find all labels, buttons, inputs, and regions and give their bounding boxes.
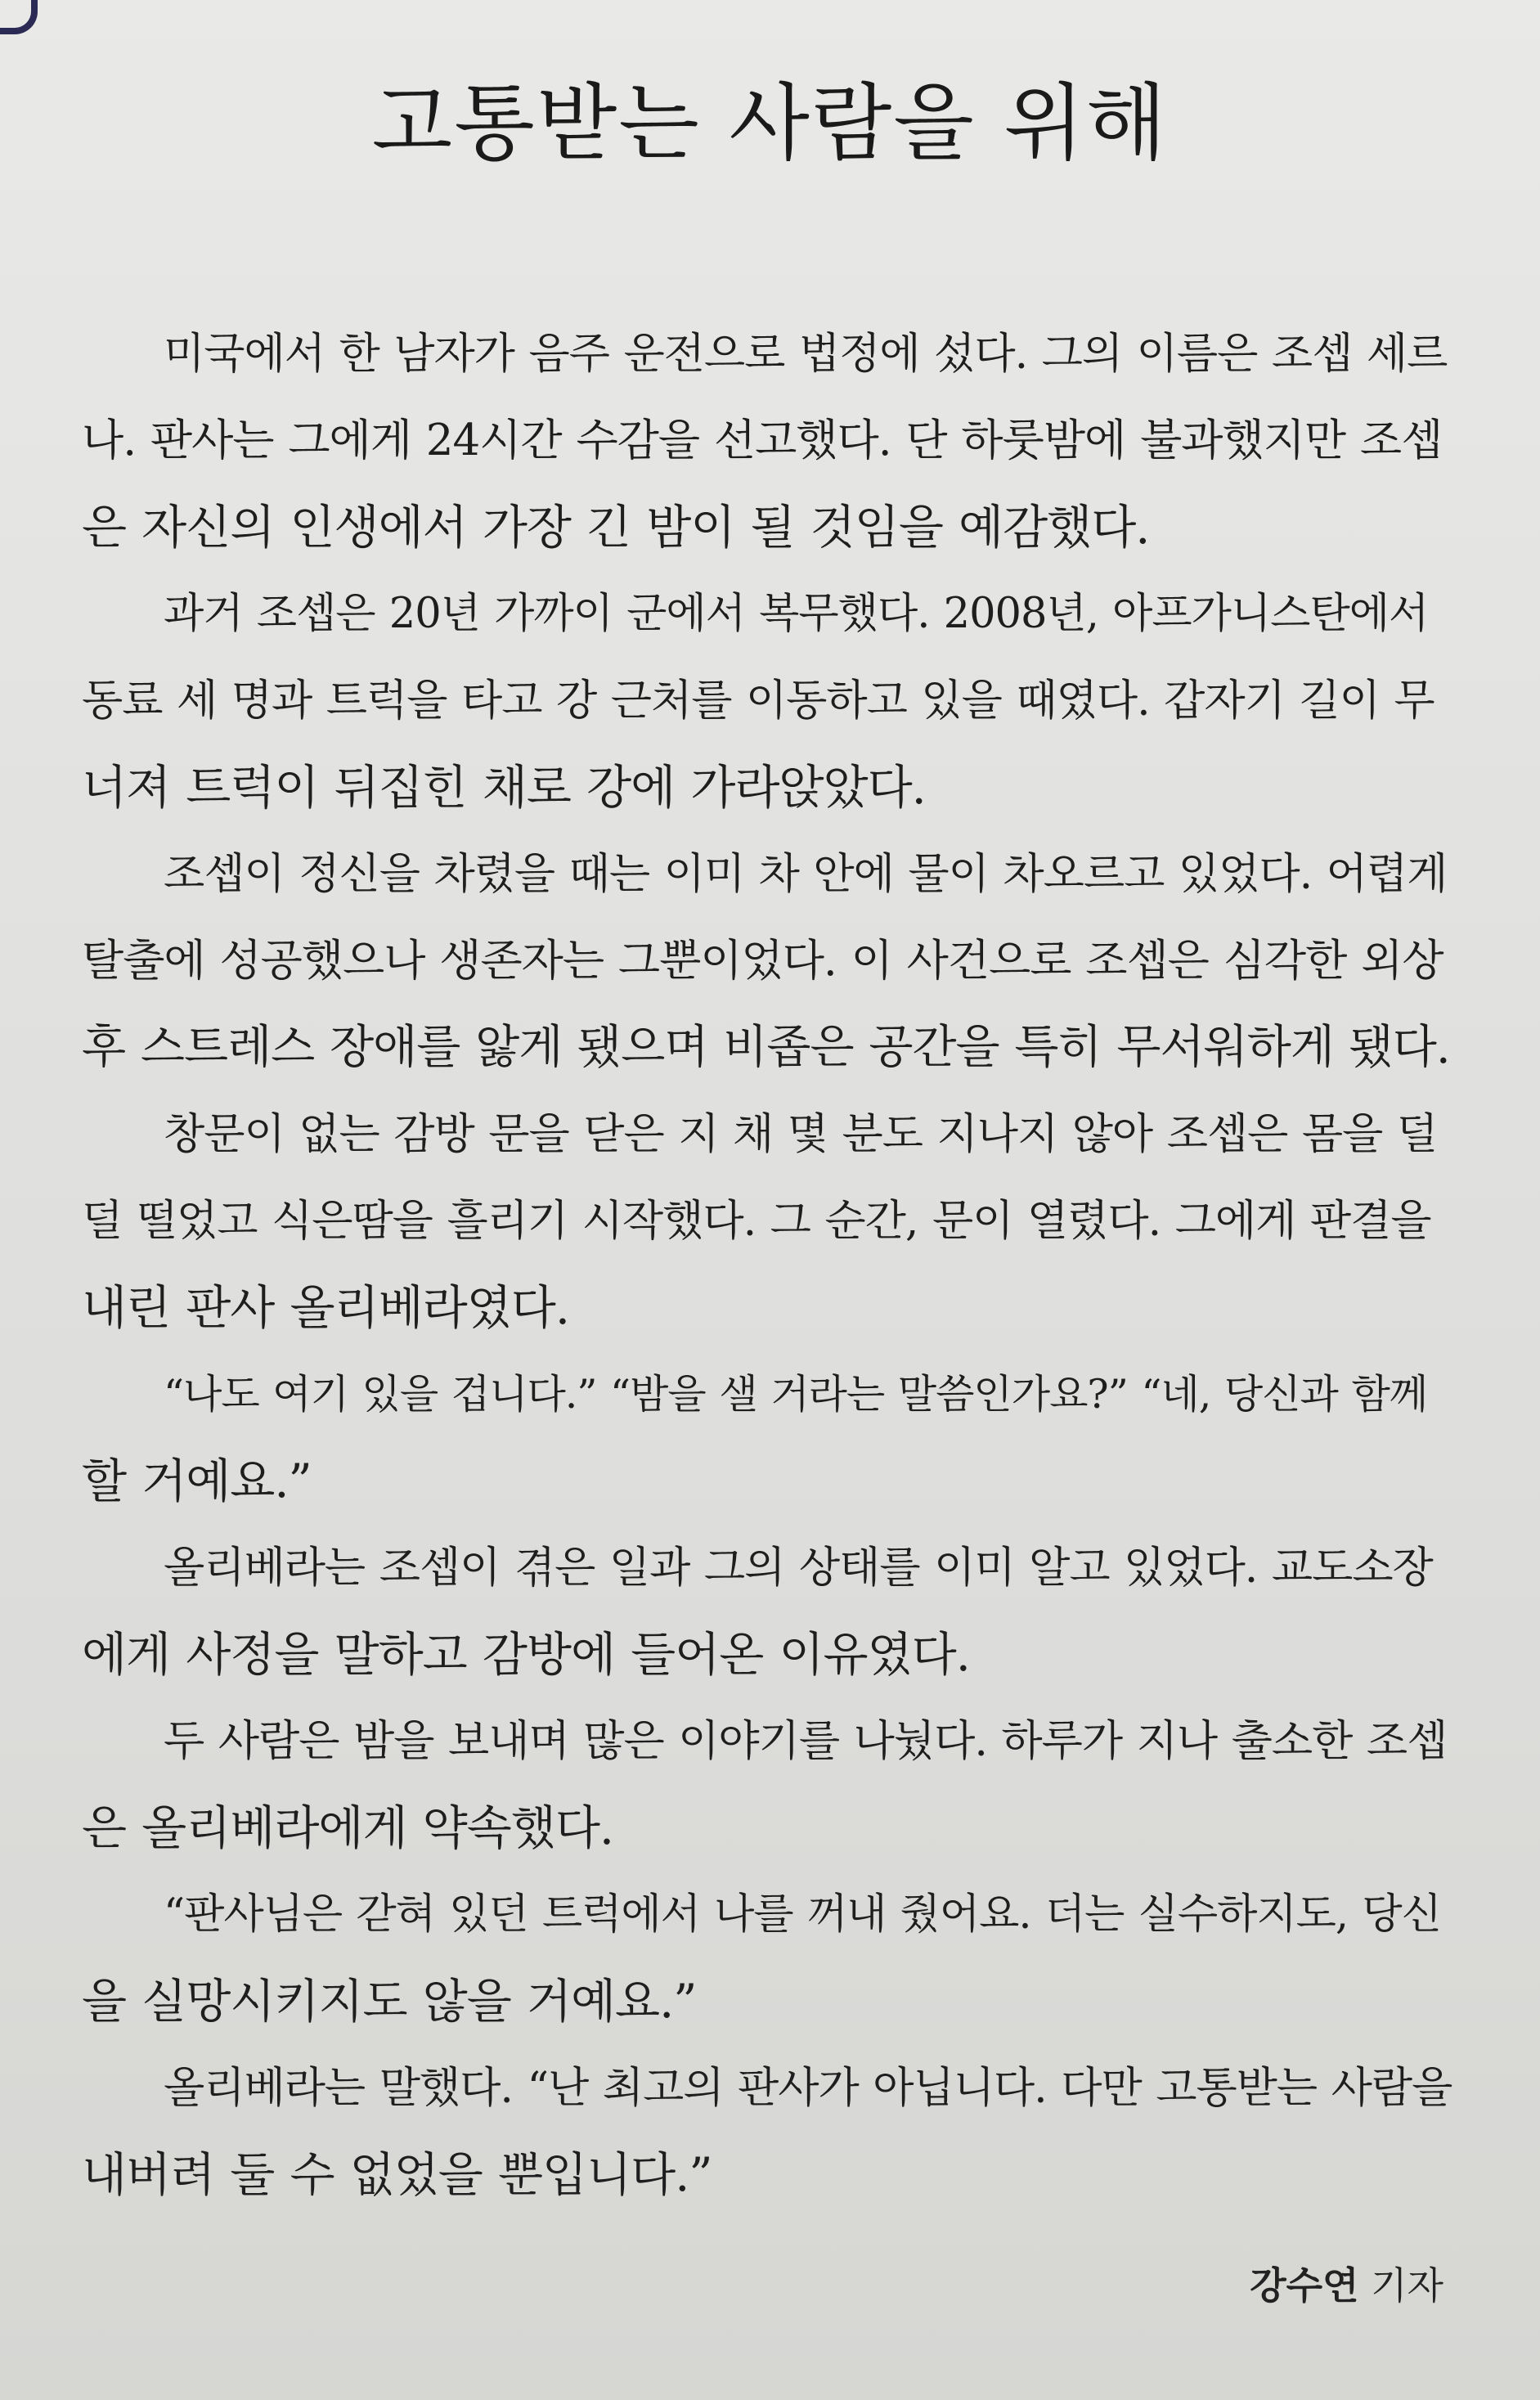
text-line: 후 스트레스 장애를 앓게 됐으며 비좁은 공간을 특히 무서워하게 됐다. [82, 1021, 1450, 1074]
paragraph [82, 1525, 1452, 1698]
text-line: 탈출에 성공했으나 생존자는 그뿐이었다. 이 사건으로 조셉은 심각한 외상 [82, 936, 1443, 986]
text-line: 은 올리베라에게 약속했다. [82, 1801, 614, 1855]
text-line: “판사님은 갇혀 있던 트럭에서 나를 꺼내 줬어요. 더는 실수하지도, 당신 [164, 1890, 1441, 1939]
text-line: 과거 조셉은 20년 가까이 군에서 복무했다. 2008년, 아프가니스탄에서 [164, 590, 1429, 638]
text-line: 두 사람은 밤을 보내며 많은 이야기를 나눴다. 하루가 지나 출소한 조셉 [164, 1717, 1448, 1766]
text-line: 덜 떨었고 식은땀을 흘리기 시작했다. 그 순간, 문이 열렸다. 그에게 판결을 [82, 1197, 1431, 1246]
paragraph [82, 1091, 1452, 1351]
text-line: 에게 사정을 말하고 감방에 들어온 이유였다. [82, 1628, 970, 1682]
article-title: 고통받는 사람을 위해 [371, 75, 1169, 173]
text-line: 조셉이 정신을 차렸을 때는 이미 차 안에 물이 차오르고 있었다. 어렵게 [164, 850, 1448, 899]
author-name: 강수연 [1250, 2263, 1359, 2308]
text-line: 은 자신의 인생에서 가장 긴 밤이 될 것임을 예감했다. [82, 501, 1150, 555]
text-line: 미국에서 한 남자가 음주 운전으로 법정에 섰다. 그의 이름은 조셉 세르 [164, 330, 1448, 379]
paragraph [82, 1698, 1452, 1872]
paragraph [82, 571, 1452, 831]
text-line: 을 실망시키지도 않을 거예요.” [82, 1975, 697, 2029]
article-body [82, 311, 1452, 2218]
text-line: 나. 판사는 그에게 24시간 수감을 선고했다. 단 하룻밤에 불과했지만 조셉 [82, 416, 1443, 465]
page-corner-mark [0, 0, 38, 34]
text-line: “나도 여기 있을 겁니다.” “밤을 샐 거라는 말씀인가요?” “네, 당신과 함께 [164, 1371, 1428, 1418]
text-line: 할 거예요.” [82, 1454, 312, 1508]
paragraph [82, 831, 1452, 1091]
paragraph [82, 2045, 1452, 2218]
text-line: 창문이 없는 감방 문을 닫은 지 채 몇 분도 지나지 않아 조셉은 몸을 덜 [164, 1110, 1438, 1159]
paragraph [82, 1872, 1452, 2045]
author-role: 기자 [1371, 2263, 1443, 2308]
text-line: 올리베라는 말했다. “난 최고의 판사가 아닙니다. 다만 고통받는 사람을 [164, 2064, 1452, 2113]
text-line: 너져 트럭이 뒤집힌 채로 강에 가라앉았다. [82, 761, 926, 815]
byline [1250, 2256, 1443, 2310]
text-line: 올리베라는 조셉이 겪은 일과 그의 상태를 이미 알고 있었다. 교도소장 [164, 1544, 1433, 1593]
text-line: 내버려 둘 수 없었을 뿐입니다.” [82, 2148, 712, 2202]
paragraph [82, 311, 1452, 571]
text-line: 동료 세 명과 트럭을 타고 강 근처를 이동하고 있을 때였다. 갑자기 길이 무 [82, 676, 1434, 726]
paragraph [82, 1351, 1452, 1525]
text-line: 내린 판사 올리베라였다. [82, 1281, 569, 1335]
